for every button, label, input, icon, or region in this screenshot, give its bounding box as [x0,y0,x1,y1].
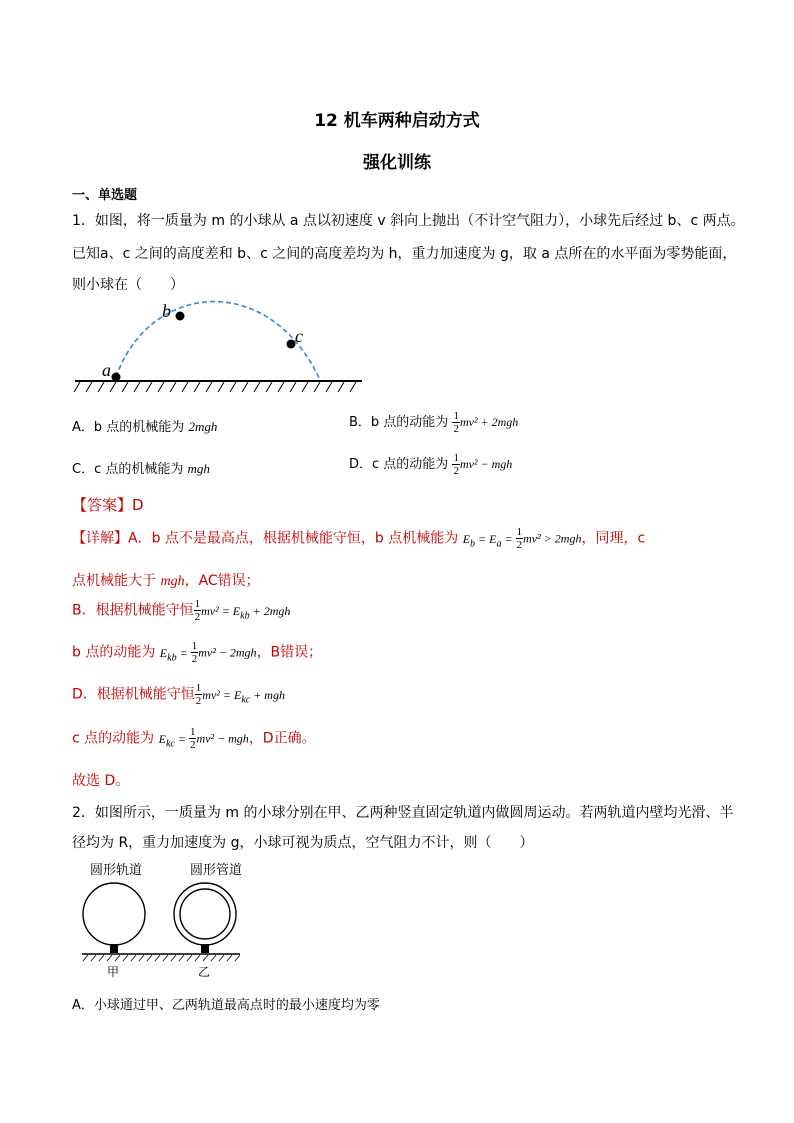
section-heading: 一、单选题 [72,188,138,203]
detail-text: D．根据机械能守恒 [72,686,195,703]
label-c: c [295,326,303,346]
page-title: 12 机车两种启动方式 [314,111,480,131]
q1-option-a [72,416,217,435]
detail-expr2: mv² > 2mgh [523,531,582,546]
fraction-num: 1 [453,410,459,422]
q1-line3: 则小球在（ ） [72,277,184,293]
detail-end: ，D正确。 [248,730,316,747]
pipe-yi-inner [180,889,230,939]
detail-expr: $E_{kb}$ = [159,645,191,663]
option-c-text: c 点的机械能为 [94,462,188,477]
detail-text: c 点的动能为 [72,730,159,747]
fraction-num: 1 [453,452,459,464]
detail-fraction: $\frac{1}{2}$ [189,726,196,751]
option-b-prefix: B． [349,415,371,430]
label-circular-track: 圆形轨道 [90,862,143,877]
detail-fraction: $\frac{1}{2}$ [195,682,202,707]
detail-fraction: $\frac{1}{2}$ [191,640,198,665]
label-circular-pipe: 圆形管道 [190,862,243,877]
q2-line1: 2．如图所示，一质量为 m 的小球分别在甲、乙两种竖直固定轨道内做圆周运动。若两轨道内壁均光滑、半 [72,805,734,821]
ground-hatching [74,382,356,392]
option-d-prefix: D． [349,457,373,472]
q1-detail-line4 [72,640,322,665]
fraction-den: 2 [453,465,459,477]
detail-text: A．b 点不是最高点，根据机械能守恒，b 点机械能为 [128,530,463,547]
label-jia: 甲 [107,965,120,979]
detail-label: 【详解】 [72,530,128,547]
detail-fraction: $\frac{1}{2}$ [194,598,201,623]
track-jia-circle [83,883,145,945]
option-a-prefix: A． [72,420,94,435]
detail-end: ，B错误； [256,644,323,661]
q1-detail-line2 [72,570,260,590]
q1-option-c [72,458,210,477]
q2-option-a: A．小球通过甲、乙两轨道最高点时的最小速度均为零 [72,998,380,1013]
detail-expr: mgh [160,574,185,589]
detail-expr2: mv² − mgh [196,731,249,746]
detail-end: ，AC错误； [184,573,260,589]
detail-expr: $mv^2 = E_{kb} + 2mgh$ [201,603,291,621]
q2-line2: 径均为 R，重力加速度为 g，小球可视为质点，空气阻力不计，则（ ） [72,835,534,851]
option-d-fraction [452,452,460,477]
q1-option-d [349,452,512,477]
fraction-den: 2 [453,423,459,435]
option-a-expr: 2mgh [188,419,218,434]
option-b-text: b 点的动能为 [370,415,449,430]
option-c-expr: mgh [187,461,210,476]
pipe-yi-outer [174,883,236,945]
label-a: a [102,360,111,380]
pipe-yi-support [201,944,209,953]
q1-detail-line6 [72,726,316,751]
ground-hatching-2 [83,955,240,961]
label-b: b [162,301,171,321]
answer-label: 【答案】 [72,496,133,514]
detail-fraction: $\frac{1}{2}$ [516,526,523,551]
option-b-expr: mv² + 2mgh [459,415,519,429]
page-subtitle: 强化训练 [363,153,431,173]
option-a-text: b 点的机械能为 [93,420,189,435]
q1-answer [72,494,144,515]
trajectory-figure [70,296,370,396]
detail-text: B．根据机械能守恒 [72,602,194,619]
option-d-text: c 点的动能为 [372,457,449,472]
q1-detail-line3 [72,598,290,623]
detail-expr: $E_{kc}$ = [158,731,189,749]
option-c-prefix: C． [72,462,95,477]
detail-text: b 点的动能为 [72,644,160,661]
point-b [176,312,185,321]
option-b-fraction [452,410,460,435]
detail-end: ，同理，c [581,530,646,547]
q1-line2: 已知a、c 之间的高度差和 b、c 之间的高度差均为 h，重力加速度为 g，取 a 点所在的水平面为零势能面， [72,246,737,262]
q1-detail-line7: 故选 D。 [72,773,130,789]
point-a [112,373,121,382]
detail-expr: $mv^2 = E_{kc}$ + mgh [202,687,285,705]
q1-detail-line5 [72,682,285,707]
detail-text: 点机械能大于 [72,573,161,589]
label-yi: 乙 [198,965,211,979]
answer-value: D [132,496,144,514]
detail-expr2: mv² − 2mgh [198,645,257,660]
q1-line1: 1．如图，将一质量为 m 的小球从 a 点以初速度 v 斜向上抛出（不计空气阻力），小球先后经过 b、c 两点。 [72,213,745,229]
q1-detail-line1 [72,526,645,551]
q1-option-b [349,410,518,435]
circular-track-figure [80,858,260,982]
track-jia-support [110,944,118,953]
detail-expr: $E_b = E_a$ = [462,531,516,549]
option-d-expr: mv² − mgh [459,457,513,471]
